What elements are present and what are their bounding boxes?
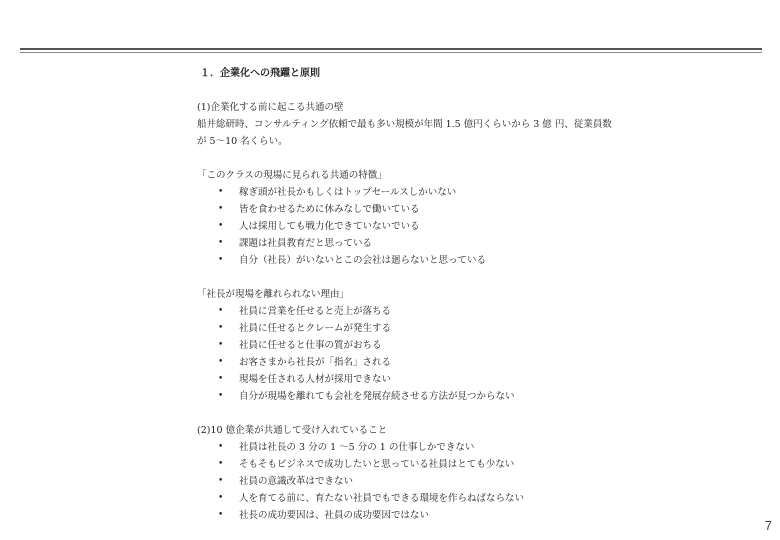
features-heading: 「このクラスの現場に見られる共通の特徴」 bbox=[197, 170, 387, 181]
list-item: • そもそもビジネスで成功したいと思っている社員はとても少ない bbox=[197, 456, 717, 473]
features-list bbox=[197, 184, 717, 269]
section1-body-line2: が 5〜10 名くらい。 bbox=[197, 136, 288, 147]
list-item: • 社員に営業を任せると売上が落ちる bbox=[197, 303, 717, 320]
spacer bbox=[197, 405, 717, 422]
list-item: • 人は採用しても戦力化できていないでいる bbox=[197, 218, 717, 235]
reasons-heading: 「社長が現場を離れられない理由」 bbox=[197, 289, 350, 300]
list-item: • 人を育てる前に、育たない社員でもできる環境を作らねばならない bbox=[197, 490, 717, 507]
list-item: • 社長の成功要因は、社員の成功要因ではない bbox=[197, 507, 717, 524]
list-item: • 社員の意識改革はできない bbox=[197, 473, 717, 490]
document-body bbox=[197, 65, 717, 524]
list-item: • 社員に任せるとクレームが発生する bbox=[197, 320, 717, 337]
section1-heading: (1)企業化する前に起こる共通の壁 bbox=[197, 102, 344, 113]
list-item: • 課題は社員教育だと思っている bbox=[197, 235, 717, 252]
section2-list bbox=[197, 439, 717, 524]
section2-heading: (2)10 億企業が共通して受け入れていること bbox=[197, 425, 388, 436]
spacer bbox=[197, 269, 717, 286]
reasons-list bbox=[197, 303, 717, 405]
list-item: • 稼ぎ頭が社長かもしくはトップセールスしかいない bbox=[197, 184, 717, 201]
section1-body-line1: 船井総研時、コンサルティング依頼で最も多い規模が年間 1.5 億円くらいから 3 億 円、従業員数 bbox=[197, 119, 612, 130]
list-item: • 社員に任せると仕事の質がおちる bbox=[197, 337, 717, 354]
header-rule-top bbox=[20, 48, 762, 50]
list-item: • お客さまから社長が「指名」される bbox=[197, 354, 717, 371]
spacer bbox=[197, 150, 717, 167]
section-title: １．企業化への飛躍と原則 bbox=[200, 68, 320, 79]
list-item: • 社員は社長の 3 分の 1 〜5 分の 1 の仕事しかできない bbox=[197, 439, 717, 456]
list-item: • 現場を任される人材が採用できない bbox=[197, 371, 717, 388]
list-item: • 自分（社長）がいないとこの会社は廻らないと思っている bbox=[197, 252, 717, 269]
list-item: • 自分が現場を離れても会社を発展存続させる方法が見つからない bbox=[197, 388, 717, 405]
page-number: 7 bbox=[764, 518, 772, 533]
header-rule-bottom bbox=[20, 52, 762, 53]
list-item: • 皆を食わせるために休みなしで働いている bbox=[197, 201, 717, 218]
